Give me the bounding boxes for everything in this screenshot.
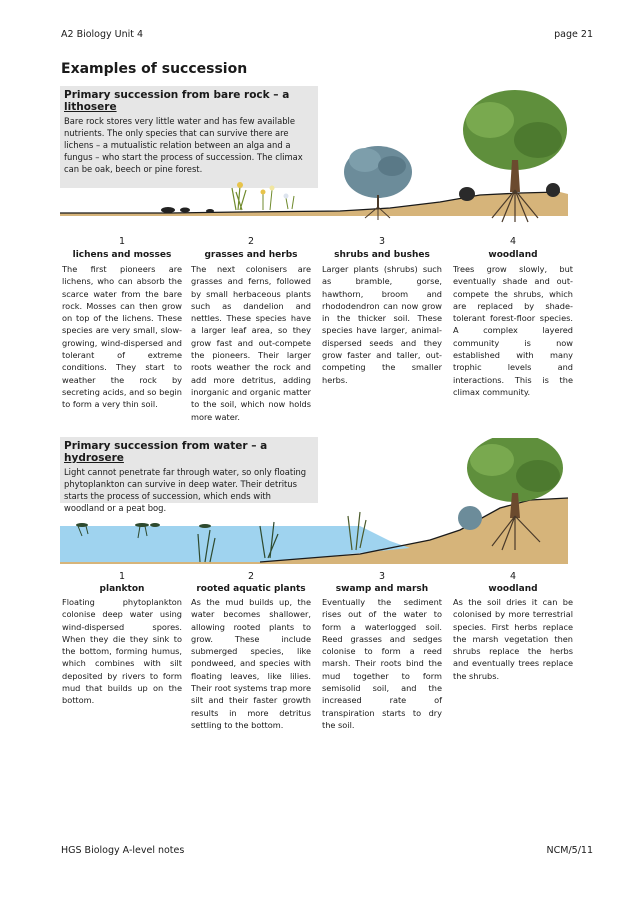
header-left: A2 Biology Unit 4 — [61, 29, 144, 40]
moss-patch — [161, 207, 175, 213]
stage-description: Eventually the sediment rises out of the water to form a waterlogged soil. Reed grasses and sedges colonise to form a reed marsh. Their roots bind the mud together to form semisolid soil, and the increased rate of transpiration starts to dry the soil. — [322, 597, 442, 730]
moss-patch — [206, 209, 214, 213]
stage-name: rooted aquatic plants — [196, 584, 306, 594]
hydrosere-illustration — [60, 438, 580, 570]
stage-name: shrubs and bushes — [334, 250, 430, 260]
stage-description: Trees grow slowly, but eventually shade and out-compete the shrubs, which are replaced by shade-tolerant forest-floor species. A complex layered community is now established with many trophic levels and interactions. This is the climax community. — [453, 264, 573, 397]
stage-number: 4 — [509, 571, 517, 582]
moss-patch — [180, 208, 190, 213]
stage-description: As the mud builds up, the water becomes shallower, allowing rooted plants to grow. These include submerged species, like pondweed, and species with floating leaves, like lilies. Their root systems trap more silt and their faster growth results in more detritus settling to the bottom. — [191, 597, 311, 730]
stage-number: 2 — [247, 236, 255, 247]
lithosere-heading: Primary succession from bare rock – a lithosere — [64, 89, 290, 113]
stage-description: The next colonisers are grasses and ferns, followed by small herbaceous plants such as dandelion and nettles. These species have a larger leaf area, so they grow fast and out-compete the pioneers. Their larger roots weather the rock and add more detritus, adding inorganic and organic matter to the soil, which now holds more water. — [191, 264, 311, 422]
stage-name: woodland — [488, 250, 538, 260]
lithosere-illustration — [60, 90, 580, 235]
header-page-number: page 21 — [554, 29, 593, 40]
stage-number: 4 — [509, 236, 517, 247]
hydrosere-heading: Primary succession from water – a hydrosere — [64, 440, 268, 464]
stage-number: 1 — [118, 236, 126, 247]
stage-number: 2 — [247, 571, 255, 582]
lithosere-intro: Bare rock stores very little water and has few available nutrients. The only species that can survive there are lichens – a mutualistic relation between an alga and a fungus – who start the process of succession. The climax can be oak, beech or pine forest. — [64, 116, 303, 174]
page-title: Examples of succession — [61, 61, 248, 77]
stage-description: The first pioneers are lichens, who can absorb the scarce water from the bare rock. Mosses can then grow on top of the lichens. These species are very small, slow-growing, wind-dispersed and tolerant of extreme conditions. They start to weather the rock by secreting acids, and so begin to form a very thin soil. — [62, 264, 182, 410]
stage-number: 3 — [378, 571, 386, 582]
stage-name: woodland — [488, 584, 538, 594]
stage-number: 1 — [118, 571, 126, 582]
grass-and-herbs — [232, 182, 294, 210]
footer-left: HGS Biology A-level notes — [61, 845, 185, 856]
stage-description: As the soil dries it can be colonised by more terrestrial species. First herbs replace the marsh vegetation then shrubs replace the herbs and eventually trees replace the shrubs. — [453, 597, 573, 681]
stage-name: lichens and mosses — [72, 250, 172, 260]
stage-description: Larger plants (shrubs) such as bramble, gorse, hawthorn, broom and rhododendron can now grow in the thicker soil. These species have larger, animal-dispersed seeds and they grow faster and taller, out-competing the smaller herbs. — [322, 264, 442, 385]
stage-name: swamp and marsh — [335, 584, 429, 594]
hydrosere-intro: Light cannot penetrate far through water, so only floating phytoplankton can survive in deep water. Their detritus starts the process of succession, which ends with woodland or a peat bog. — [64, 467, 307, 513]
stage-description: Floating phytoplankton colonise deep water using wind-dispersed spores. When they die they sink to the bottom, forming humus, which combines with silt deposited by rivers to form mud that builds up on the bottom. — [62, 597, 182, 706]
footer-right: NCM/5/11 — [546, 845, 593, 856]
stage-number: 3 — [378, 236, 386, 247]
stage-name: grasses and herbs — [204, 250, 298, 260]
stage-name: plankton — [99, 584, 145, 594]
